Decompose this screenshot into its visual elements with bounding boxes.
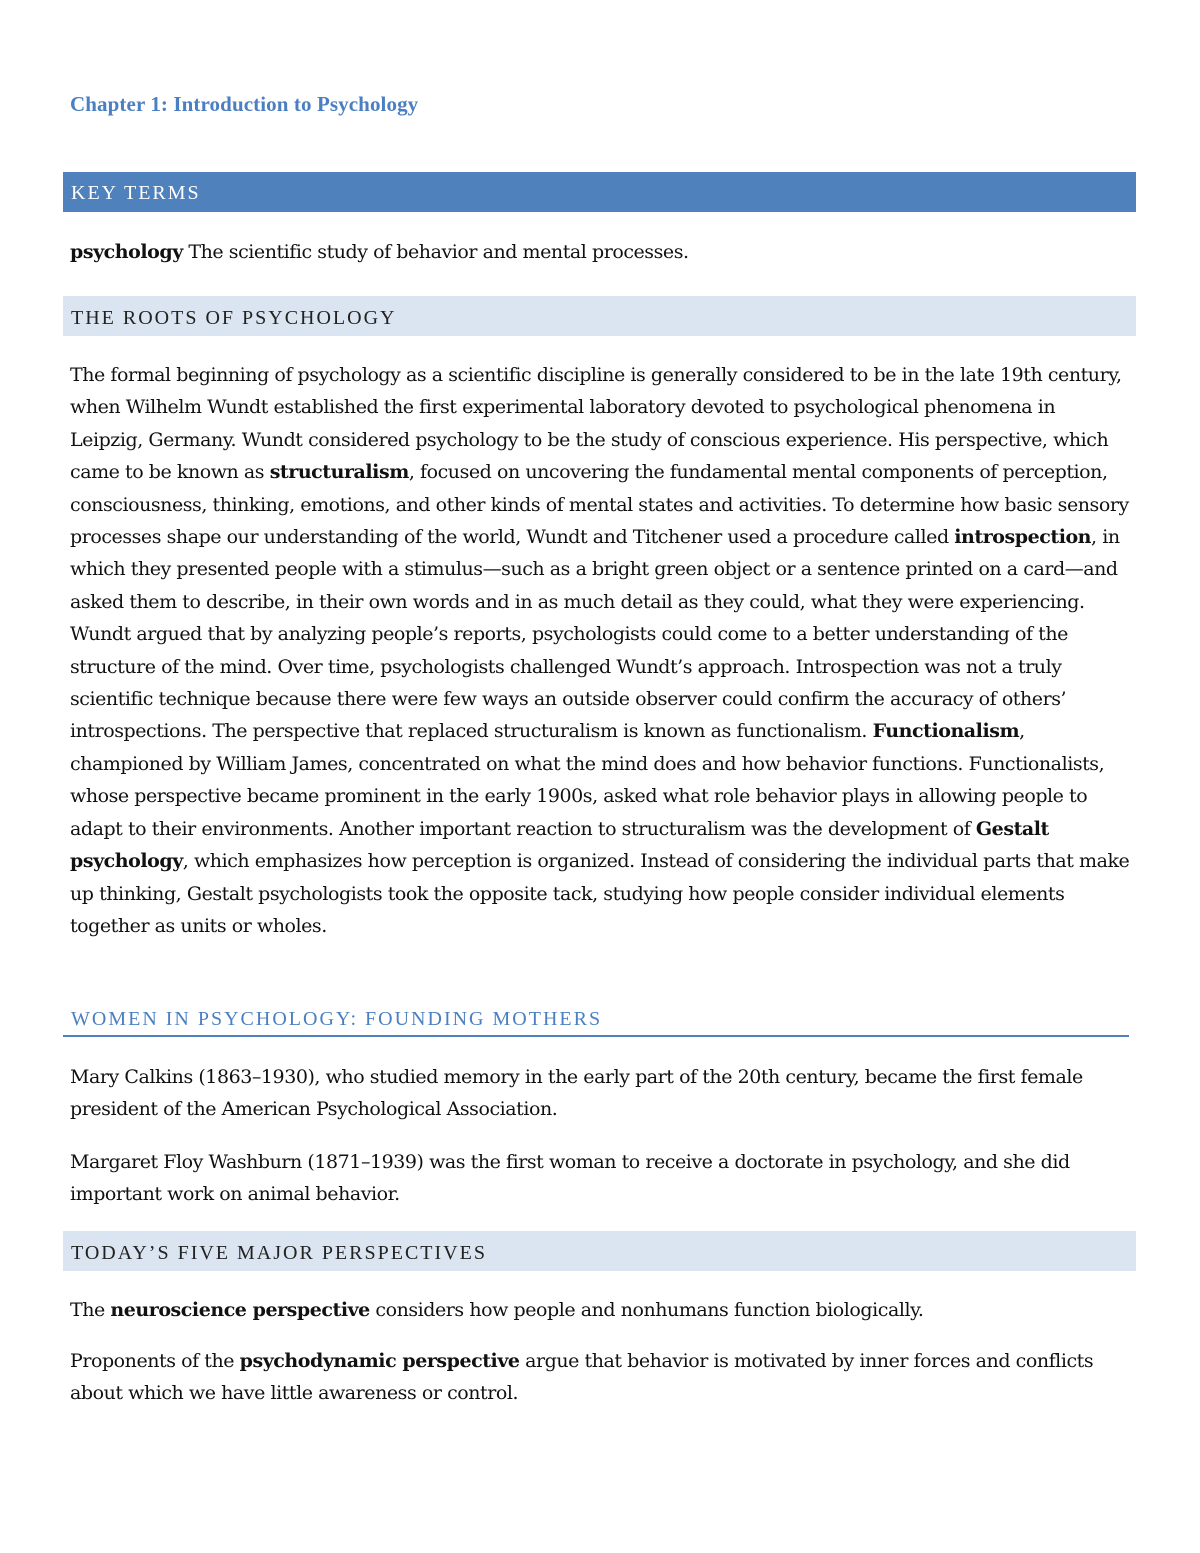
roots-paragraph	[70, 359, 1132, 942]
calkins-paragraph: Mary Calkins (1863–1930), who studied memory in the early part of the 20th century, became the first female president of the American Psychological Association.	[70, 1066, 1083, 1121]
term-gestalt-psychology: Gestalt psychology	[70, 817, 1049, 873]
chapter-title: Chapter 1: Introduction to Psychology	[70, 92, 419, 116]
term-introspection: introspection	[954, 526, 1092, 549]
neuroscience-paragraph	[70, 1294, 1132, 1326]
psychodynamic-text-post: argue that behavior is motivated by inner forces and conflicts about which we have little awareness or control.	[70, 1350, 1094, 1405]
roots-heading: THE ROOTS OF PSYCHOLOGY	[63, 296, 1136, 336]
perspectives-heading: TODAY’S FIVE MAJOR PERSPECTIVES	[63, 1231, 1136, 1271]
key-term-psychology	[70, 236, 1132, 268]
term-definition: The scientific study of behavior and mental processes.	[182, 241, 689, 263]
roots-text-3: , in which they presented people with a stimulus—such as a bright green object or a sentence printed on a card—and asked them to describe, in their own words and in as much detail as they could, what they were experiencing. Wundt argued that by analyzing people’s reports, psychologists could come to a better understanding of the structure of the mind. Over time, psychologists challenged Wundt’s approach. Introspection was not a truly scientific technique because there were few ways an outside observer could confirm the accuracy of others’ introspections. The perspective that replaced structuralism is known as functionalism.	[70, 526, 1120, 743]
psychodynamic-paragraph	[70, 1345, 1132, 1410]
women-heading: WOMEN IN PSYCHOLOGY: FOUNDING MOTHERS	[63, 997, 1129, 1037]
term-psychology: psychology	[70, 241, 183, 263]
roots-text-1: The formal beginning of psychology as a scientific discipline is generally considered to be in the late 19th century, when Wilhelm Wundt established the first experimental laboratory devoted to psychological phenomena in Leipzig, Germany. Wundt considered psychology to be the study of conscious experience. His perspective, which came to be known as	[70, 364, 1122, 484]
term-psychodynamic-perspective: psychodynamic perspective	[239, 1350, 520, 1372]
neuro-text-pre: The	[70, 1299, 111, 1321]
psychodynamic-text-pre: Proponents of the	[70, 1350, 240, 1372]
roots-text-2: , focused on uncovering the fundamental mental components of perception, consciousness, thinking, emotions, and other kinds of mental states and activities. To determine how basic sensory processes shape our understanding of the world, Wundt and Titchener used a procedure called	[70, 461, 1129, 549]
term-neuroscience-perspective: neuroscience perspective	[110, 1299, 370, 1321]
roots-text-4: , championed by William James, concentrated on what the mind does and how behavior functions. Functionalists, whose perspective became prominent in the early 1900s, asked what role behavior plays in allowing people to adapt to their environments. Another important reaction to structuralism was the development of	[70, 720, 1105, 840]
roots-text-5: , which emphasizes how perception is organized. Instead of considering the individual parts that make up thinking, Gestalt psychologists took the opposite tack, studying how people consider individual elements together as units or wholes.	[70, 850, 1130, 937]
term-functionalism: Functionalism	[872, 720, 1020, 743]
neuro-text-post: considers how people and nonhumans function biologically.	[369, 1299, 924, 1321]
washburn-paragraph: Margaret Floy Washburn (1871–1939) was the first woman to receive a doctorate in psychology, and she did important work on animal behavior.	[70, 1151, 1070, 1206]
term-structuralism: structuralism	[269, 461, 409, 484]
key-terms-heading: KEY TERMS	[63, 172, 1136, 212]
